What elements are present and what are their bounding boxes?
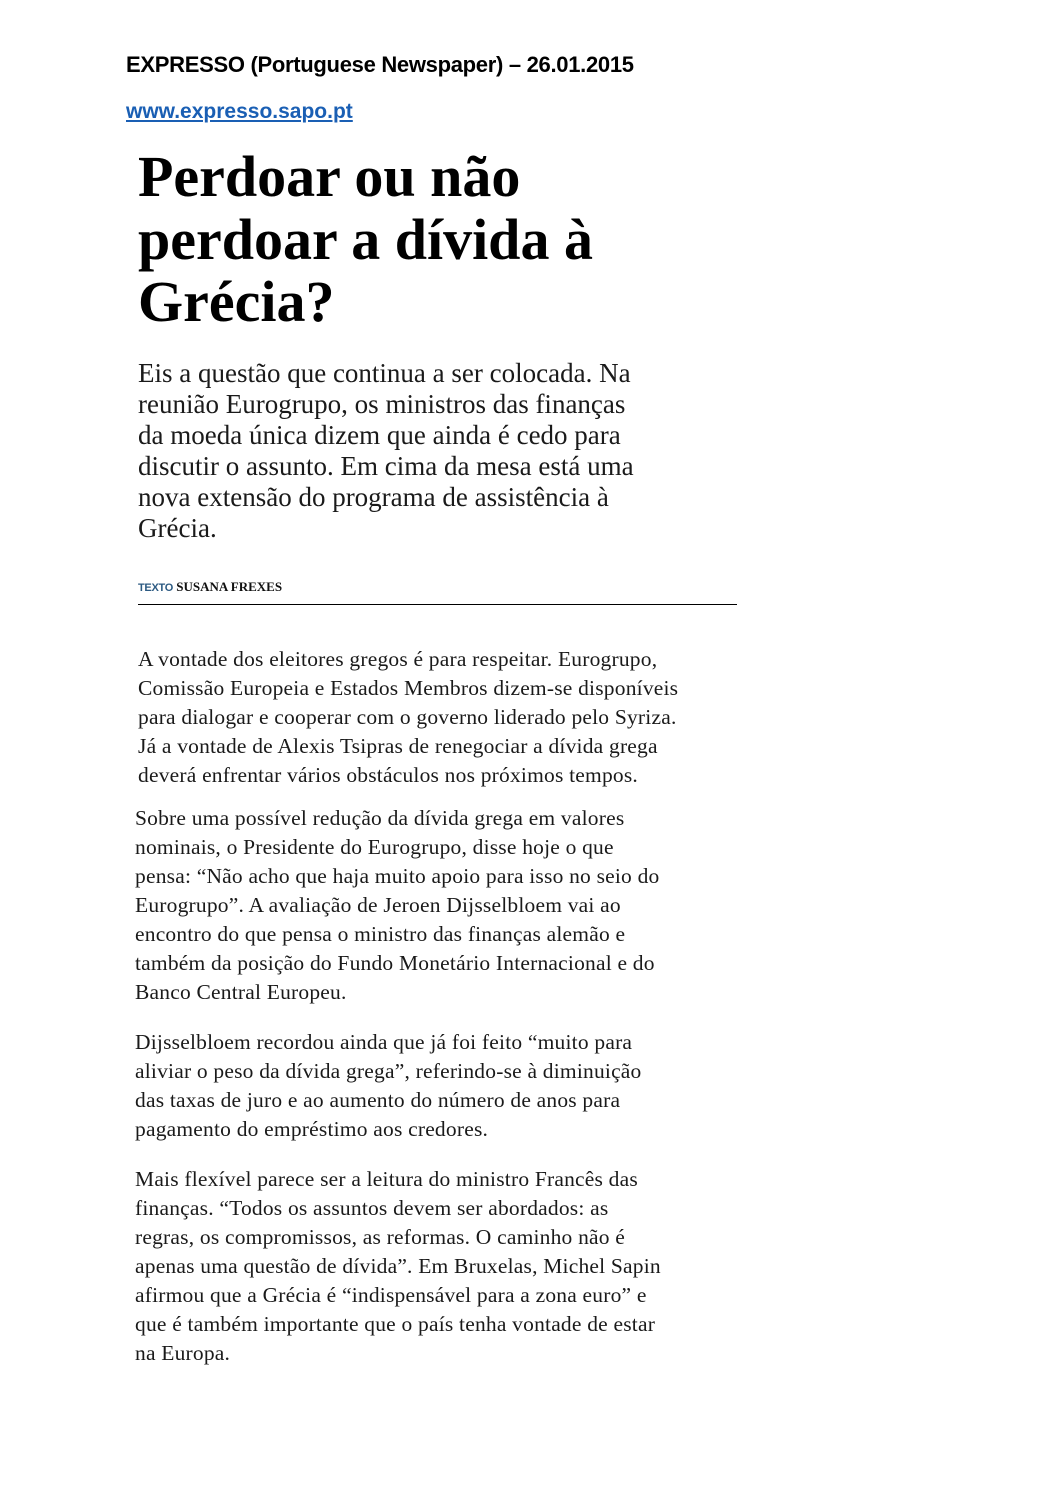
paragraph-line: Sobre uma possível redução da dívida grega em valores <box>135 806 625 830</box>
paragraph-line: para dialogar e cooperar com o governo liderado pelo Syriza. <box>138 705 677 729</box>
byline <box>138 579 282 595</box>
title-line: perdoar a dívida à <box>138 206 593 272</box>
paragraph-line: que é também importante que o país tenha vontade de estar <box>135 1312 656 1336</box>
title-line: Perdoar ou não <box>138 144 521 209</box>
paragraph-line: Mais flexível parece ser a leitura do ministro Francês das <box>135 1167 638 1191</box>
title-line: Grécia? <box>138 269 335 334</box>
paragraph-line: afirmou que a Grécia é “indispensável para a zona euro” e <box>135 1283 647 1307</box>
byline-label: TEXTO <box>138 582 173 594</box>
paragraph-line: Já a vontade de Alexis Tsipras de renegociar a dívida grega <box>138 734 658 758</box>
lede-line: da moeda única dizem que ainda é cedo para <box>138 420 621 450</box>
paragraph-line: na Europa. <box>135 1341 231 1365</box>
source-url-link[interactable]: www.expresso.sapo.pt <box>126 100 353 123</box>
paragraph-line: apenas uma questão de dívida”. Em Bruxelas, Michel Sapin <box>135 1254 661 1278</box>
paragraph-line: finanças. “Todos os assuntos devem ser abordados: as <box>135 1196 609 1220</box>
paragraph-line: Banco Central Europeu. <box>135 980 347 1004</box>
paragraph-line: pagamento do empréstimo aos credores. <box>135 1117 489 1141</box>
source-header: EXPRESSO (Portuguese Newspaper) – 26.01.2015 <box>126 52 634 77</box>
lede-line: Eis a questão que continua a ser colocada. Na <box>138 358 631 388</box>
paragraph-line: também da posição do Fundo Monetário Internacional e do <box>135 951 655 975</box>
paragraph <box>138 645 678 790</box>
paragraph-line: nominais, o Presidente do Eurogrupo, disse hoje o que <box>135 835 614 859</box>
paragraph-line: A vontade dos eleitores gregos é para respeitar. Eurogrupo, <box>138 647 658 671</box>
byline-author: SUSANA FREXES <box>176 579 283 594</box>
lede-line: discutir o assunto. Em cima da mesa está uma <box>138 451 634 481</box>
paragraph-line: aliviar o peso da dívida grega”, referindo-se à diminuição <box>135 1059 642 1083</box>
paragraph-line: das taxas de juro e ao aumento do número de anos para <box>135 1088 621 1112</box>
article-title <box>138 146 593 334</box>
paragraph-line: deverá enfrentar vários obstáculos nos próximos tempos. <box>138 763 638 787</box>
lede-line: reunião Eurogrupo, os ministros das finanças <box>138 389 626 419</box>
paragraph <box>135 804 659 1007</box>
paragraph-line: regras, os compromissos, as reformas. O caminho não é <box>135 1225 626 1249</box>
paragraph-line: Comissão Europeia e Estados Membros dizem-se disponíveis <box>138 676 679 700</box>
divider <box>138 604 737 605</box>
paragraph-line: encontro do que pensa o ministro das finanças alemão e <box>135 922 626 946</box>
paragraph-line: pensa: “Não acho que haja muito apoio para isso no seio do <box>135 864 660 888</box>
paragraph-line: Dijsselbloem recordou ainda que já foi feito “muito para <box>135 1030 633 1054</box>
paragraph-line: Eurogrupo”. A avaliação de Jeroen Dijsselbloem vai ao <box>135 893 621 917</box>
lede-line: Grécia. <box>138 513 217 543</box>
lede-line: nova extensão do programa de assistência à <box>138 482 609 512</box>
article-lede <box>138 358 634 544</box>
paragraph <box>135 1165 661 1368</box>
paragraph <box>135 1028 642 1144</box>
